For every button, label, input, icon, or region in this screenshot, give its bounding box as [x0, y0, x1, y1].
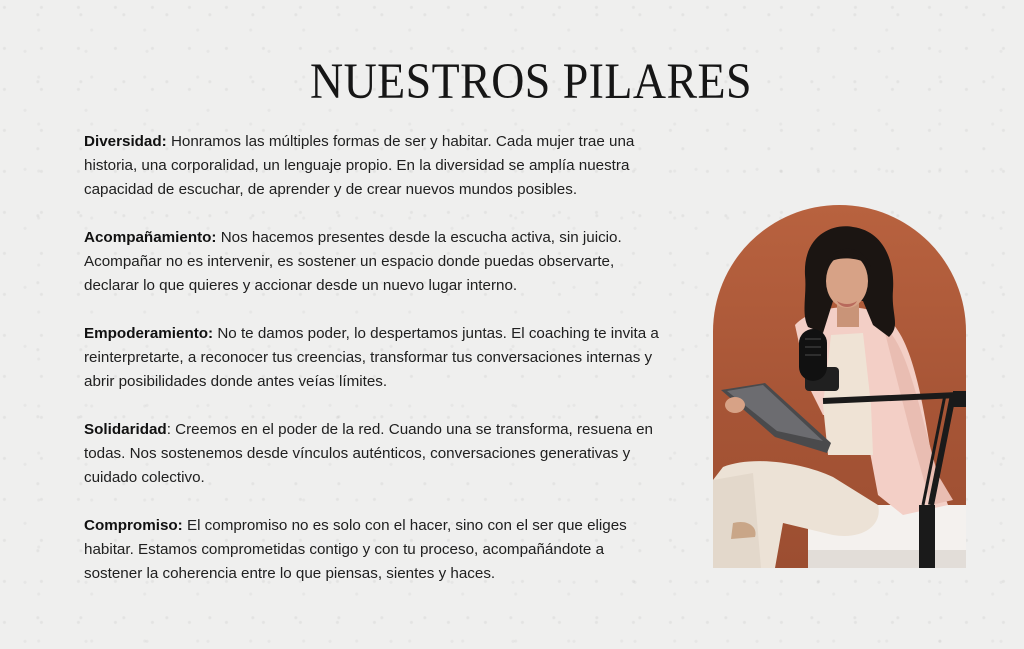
pillar-solidaridad [84, 418, 664, 490]
coach-illustration [713, 205, 966, 568]
pillar-acompanamiento [84, 226, 664, 298]
pillars-list [84, 130, 664, 586]
pillar-term: Empoderamiento: [84, 325, 214, 342]
coach-podcast-photo [713, 205, 966, 568]
pillar-diversidad [84, 130, 664, 202]
pillar-description: El compromiso no es solo con el hacer, sino con el ser que eliges habitar. Estamos comprometidas contigo y con tu proceso, acompañándote a sostener la coherencia entre lo que piensas, sientes y haces. [84, 517, 627, 582]
pillar-compromiso [84, 514, 664, 586]
face-shape [826, 254, 868, 308]
pillar-description: Honramos las múltiples formas de ser y habitar. Cada mujer trae una historia, una corporalidad, un lenguaje propio. En la diversidad se amplía nuestra capacidad de escuchar, de aprender y de crear nuevos mundos posibles. [84, 133, 635, 198]
page-title: NUESTROS PILARES [309, 54, 753, 110]
pillar-description: No te damos poder, lo despertamos juntas. El coaching te invita a reinterpretarte, a reconocer tus creencias, transformar tus conversaciones internas y abrir posibilidades donde antes veías límites. [84, 325, 659, 390]
pillar-empoderamiento [84, 322, 664, 394]
pillar-term: Compromiso: [84, 517, 183, 534]
pillar-description: Nos hacemos presentes desde la escucha activa, sin juicio. Acompañar no es intervenir, es sostener un espacio donde puedas observarte, declarar lo que quieres y accionar desde un nuevo lugar interno. [84, 229, 622, 294]
pillar-description: : Creemos en el poder de la red. Cuando una se transforma, resuena en todas. Nos sostenemos desde vínculos auténticos, conversaciones generativas y cuidado colectivo. [84, 421, 653, 486]
pillar-term: Diversidad: [84, 133, 167, 150]
pillar-term: Solidaridad [84, 421, 167, 438]
pillar-term: Acompañamiento: [84, 229, 217, 246]
